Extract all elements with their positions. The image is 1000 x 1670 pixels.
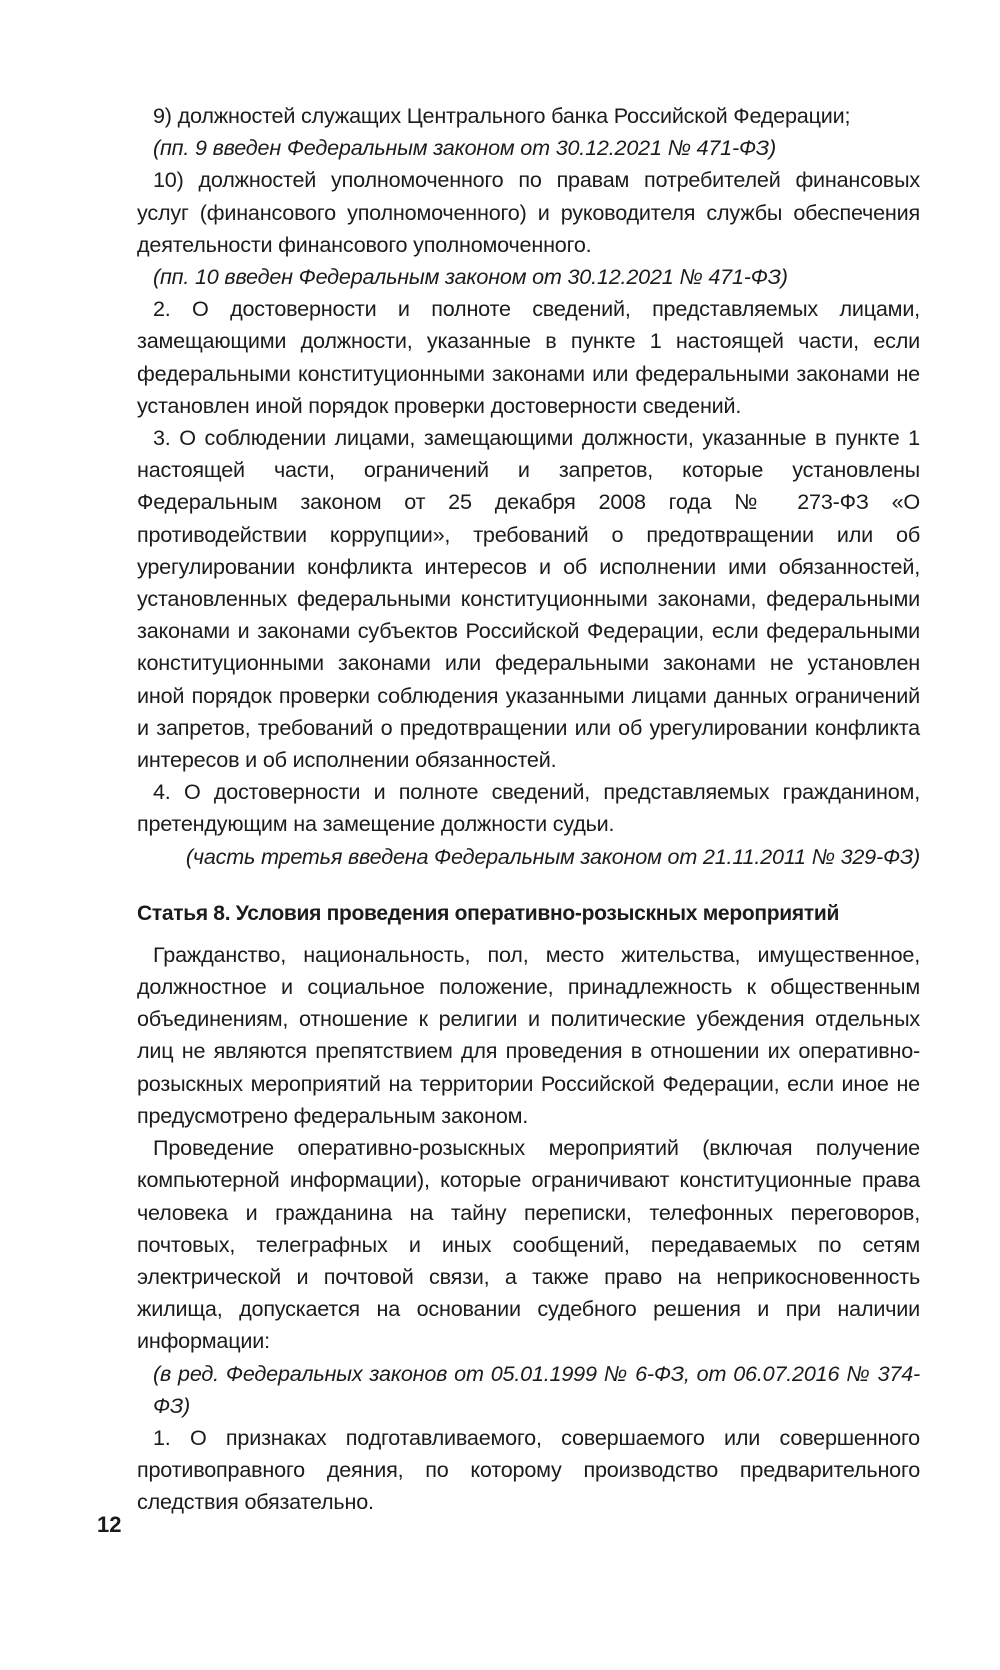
amendment-note: (пп. 9 введен Федеральным законом от 30.12.2021 № 471-ФЗ): [153, 135, 776, 161]
bottom-section: [137, 939, 920, 1519]
article-heading: Статья 8. Условия проведения оперативно-розыскных мероприятий: [137, 901, 840, 925]
paragraph: 1. О признаках подготавливаемого, совершаемого или совершенного противоправного деяния, по которому производство предварительного следствия обязательно.: [137, 1424, 920, 1515]
amendment-note: (часть третья введена Федеральным законом от 21.11.2011 № 329-ФЗ): [185, 843, 920, 869]
paragraph: 4. О достоверности и полноте сведений, представляемых гражданином, претендующим на замещение должности судьи.: [137, 779, 920, 837]
paragraph: 2. О достоверности и полноте сведений, представляемых лицами, замещающими должности, указанные в пункте 1 настоящей части, если федеральными конституционными законами или федеральными законами не установлен иной порядок проверки достоверности сведений.: [137, 296, 920, 418]
paragraph: Проведение оперативно-розыскных мероприятий (включая получение компьютерной информации), которые ограничивают конституционные права человека и гражданина на тайну переписки, телефонных переговоров, почтовых, телеграфных и иных сообщений, передаваемых по сетям электрической и почтовой связи, а также право на неприкосновенность жилища, допускается на основании судебного решения и при наличии информации:: [137, 1135, 920, 1354]
paragraph: 10) должностей уполномоченного по правам потребителей финансовых услуг (финансового уполномоченного) и руководителя службы обеспечения деятельности финансового уполномоченного.: [137, 167, 920, 257]
top-section: [137, 100, 920, 873]
paragraph: Гражданство, национальность, пол, место жительства, имущественное, должностное и социальное положение, принадлежность к общественным объединениям, отношение к религии и политические убеждения отдельных лиц не являются препятствием для проведения в отношении их оперативно-розыскных мероприятий на территории Российской Федерации, если иное не предусмотрено федеральным законом.: [137, 941, 920, 1128]
paragraph: 3. О соблюдении лицами, замещающими должности, указанные в пункте 1 настоящей части, ограничений и запретов, которые установлены Федеральным законом от 25 декабря 2008 года № 273-ФЗ «О противодействии коррупции», требований о предотвращении или об урегулировании конфликта интересов и об исполнении ими обязанностей, установленных федеральными конституционными законами, федеральными законами и законами субъектов Российской Федерации, если федеральными конституционными законами или федеральными законами не установлен иной порядок проверки соблюдения указанными лицами данных ограничений и запретов, требований о предотвращении или об урегулировании конфликта интересов и об исполнении обязанностей.: [137, 425, 920, 773]
amendment-note: (пп. 10 введен Федеральным законом от 30.12.2021 № 471-ФЗ): [153, 264, 788, 290]
amendment-note: (в ред. Федеральных законов от 05.01.1999 № 6-ФЗ, от 06.07.2016 № 374-ФЗ): [153, 1360, 920, 1418]
paragraph: 9) должностей служащих Центрального банка Российской Федерации;: [153, 103, 851, 128]
page-number: 12: [97, 1512, 122, 1537]
